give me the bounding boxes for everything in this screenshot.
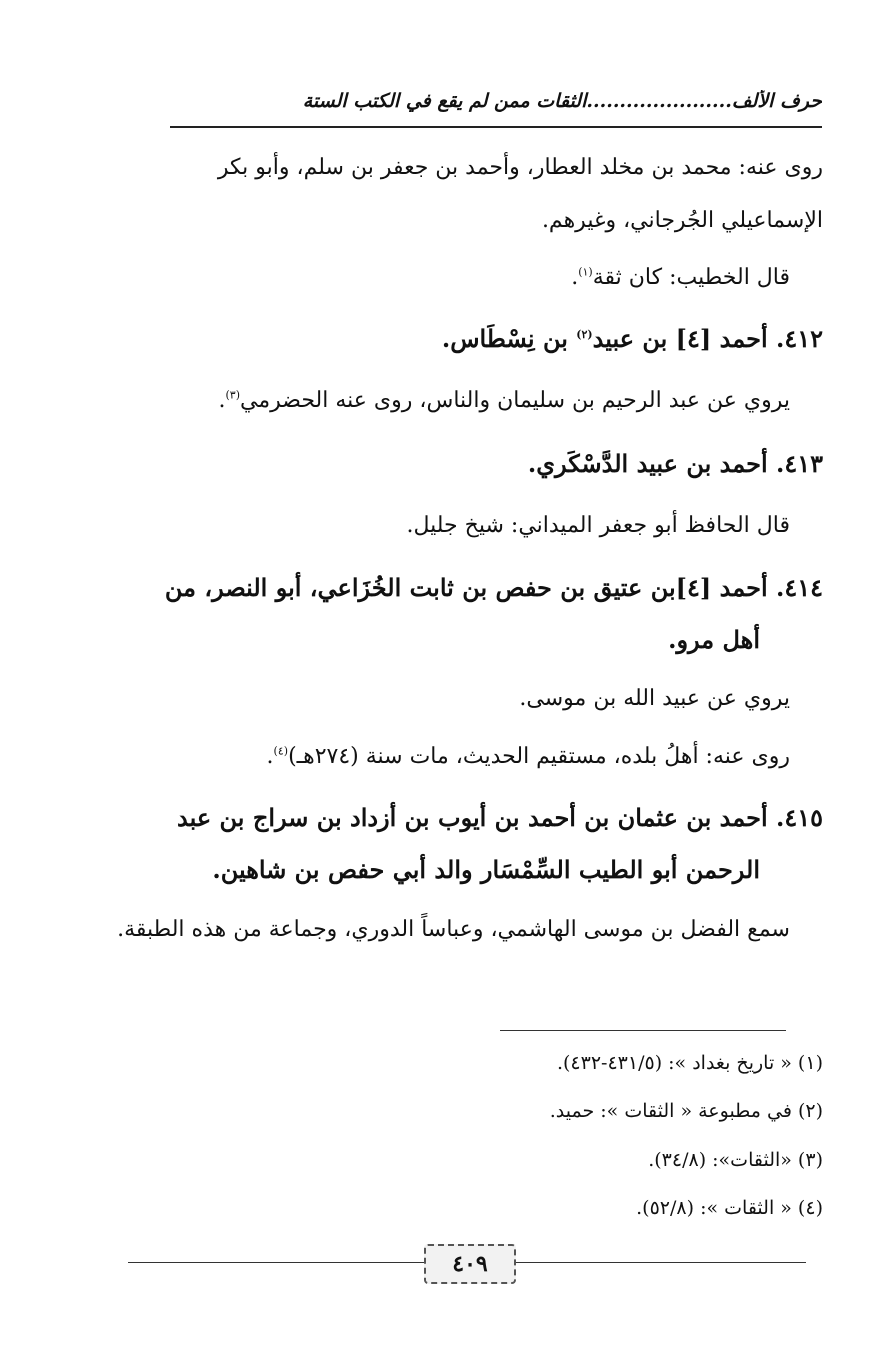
entry-heading-413: ٤١٣. أحمد بن عبيد الدَّسْكَري. xyxy=(527,449,823,478)
entry-heading-414: ٤١٤. أحمد [٤]بن عتيق بن حفص بن ثابت الخُزَاعي، أبو النصر، من xyxy=(164,573,823,602)
running-header xyxy=(170,90,822,128)
footnote-marker: (١) xyxy=(578,265,593,279)
footnote: (١) « تاريخ بغداد »: (٤٣١/٥-٤٣٢). xyxy=(556,1052,823,1074)
footnote: (٣) «الثقات»: (٣٤/٨). xyxy=(648,1149,823,1171)
page-rule-right xyxy=(516,1262,806,1263)
body-line: يروي عن عبد الرحيم بن سليمان والناس، روى عنه الحضرمي$^{(٣)}$. xyxy=(218,388,790,413)
footnote: (٢) في مطبوعة « الثقات »: حميد. xyxy=(549,1100,823,1122)
entry-heading-415-cont: الرحمن أبو الطيب السِّمْسَار والد أبي حفص بن شاهين. xyxy=(212,855,760,884)
header-book-title: الثقات ممن لم يقع في الكتب الستة xyxy=(302,90,587,112)
footnote: (٤) « الثقات »: (٥٢/٨). xyxy=(636,1197,823,1219)
body-line: قال الحافظ أبو جعفر الميداني: شيخ جليل. xyxy=(406,513,790,538)
entry-heading-414-cont: أهل مرو. xyxy=(668,625,760,654)
footnote-divider xyxy=(500,1030,786,1031)
footnote-marker: (٣) xyxy=(225,388,240,402)
body-line: روى عنه: محمد بن مخلد العطار، وأحمد بن جعفر بن سلم، وأبو بكر xyxy=(217,155,823,180)
page-rule-left xyxy=(128,1262,424,1263)
footnote-marker: (٤) xyxy=(273,744,289,758)
footnote-marker: (٢) xyxy=(576,328,593,341)
entry-heading-412: ٤١٢. أحمد [٤] بن عبيد$^{(٢)}$ بن نِسْطَاس. xyxy=(441,324,823,353)
header-chapter: حرف الألف...................... xyxy=(586,90,822,112)
body-line: سمع الفضل بن موسى الهاشمي، وعباساً الدوري، وجماعة من هذه الطبقة. xyxy=(117,917,790,942)
entry-heading-415: ٤١٥. أحمد بن عثمان بن أحمد بن أيوب بن أزداد بن سراج بن عبد xyxy=(177,803,823,832)
body-line: قال الخطيب: كان ثقة$^{(١)}$. xyxy=(571,265,790,290)
page-number: ٤٠٩ xyxy=(424,1244,516,1284)
body-line: يروي عن عبيد الله بن موسى. xyxy=(519,686,790,711)
body-line: روى عنه: أهلُ بلده، مستقيم الحديث، مات سنة (٢٧٤هـ)$^{(٤)}$. xyxy=(266,744,790,769)
body-line: الإسماعيلي الجُرجاني، وغيرهم. xyxy=(541,208,823,233)
